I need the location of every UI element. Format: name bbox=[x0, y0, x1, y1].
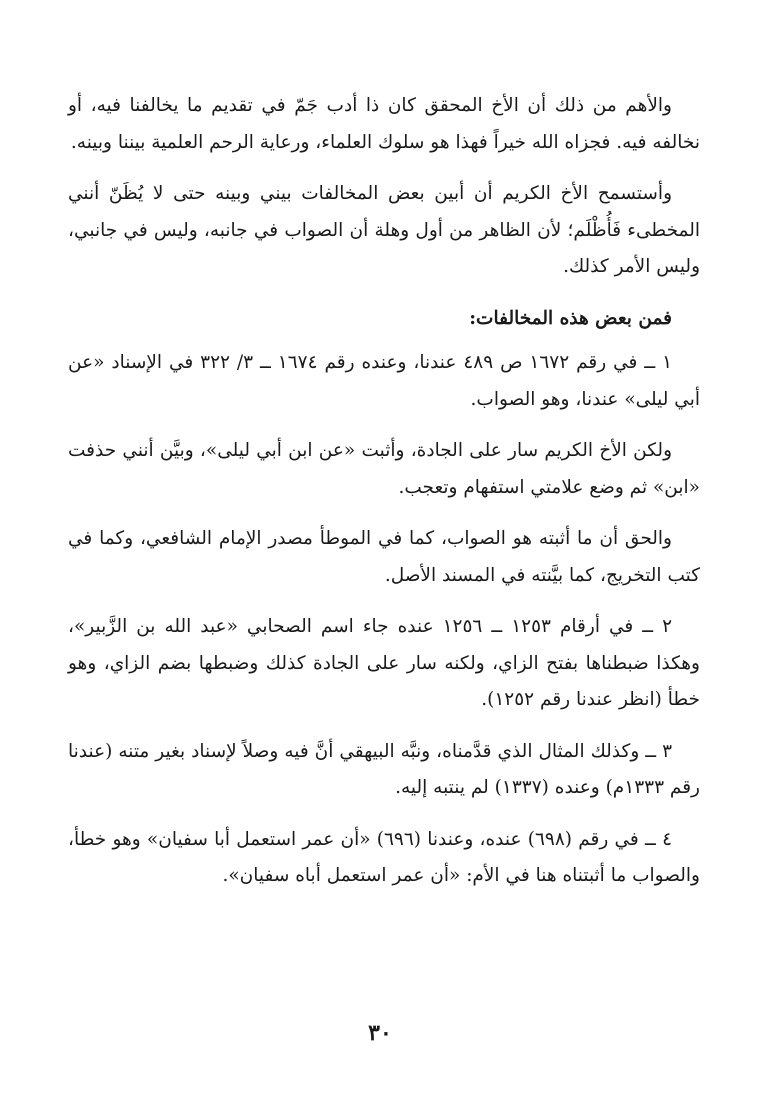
paragraph-request: وأستسمح الأخ الكريم أن أبين بعض المخالفات بيني وبينه حتى لا يُظَنّ أنني المخطىء فَأُظْلَم؛ لأن الظاهر من أول وهلة أن الصواب في جانبه، وليس في جانبي، وليس الأمر كذلك. bbox=[68, 183, 700, 277]
paragraph-item-4: ٤ ــ في رقم (٦٩٨) عنده، وعندنا (٦٩٦) «أن عمر استعمل أبا سفيان» وهو خطأ، والصواب ما أثبتناه هنا في الأم: «أن عمر استعمل أباه سفيان». bbox=[68, 828, 700, 886]
paragraph-item-3: ٣ ــ وكذلك المثال الذي قدَّمناه، ونبَّه البيهقي أنَّ فيه وصلاً لإسناد بغير متنه (عندنا رقم ١٣٣٣م) وعنده (١٣٣٧) لم ينتبه إليه. bbox=[68, 740, 700, 798]
paragraph-intro: والأهم من ذلك أن الأخ المحقق كان ذا أدب جَمّ في تقديم ما يخالفنا فيه، أو نخالفه فيه. فجزاه الله خيراً فهذا هو سلوك العلماء، ورعاية الرحم العلمية بيننا وبينه. bbox=[68, 95, 700, 153]
paragraph-item-2: ٢ ــ في أرقام ١٢٥٣ ــ ١٢٥٦ عنده جاء اسم الصحابي «عبد الله بن الزَّبير»، وهكذا ضبطناها بفتح الزاي، ولكنه سار على الجادة كذلك وضبطها بضم الزاي، وهو خطأ (انظر عندنا رقم ١٢٥٢). bbox=[68, 616, 700, 710]
paragraph-heading: فمن بعض هذه المخالفات: bbox=[469, 307, 672, 329]
paragraph-item-1: ١ ــ في رقم ١٦٧٢ ص ٤٨٩ عندنا، وعنده رقم ١٦٧٤ ــ ٣/ ٣٢٢ في الإسناد «عن أبي ليلى» عندنا، وهو الصواب. bbox=[68, 352, 700, 410]
page-number: ٣٠ bbox=[368, 1020, 392, 1046]
paragraph-item-1-truth: والحق أن ما أثبته هو الصواب، كما في الموطأ مصدر الإمام الشافعي، وكما في كتب التخريج، كما بيَّنته في المسند الأصل. bbox=[68, 528, 700, 586]
paragraph-item-1-note: ولكن الأخ الكريم سار على الجادة، وأثبت «عن ابن أبي ليلى»، وبيَّن أنني حذفت «ابن» ثم وضع علامتي استفهام وتعجب. bbox=[68, 440, 700, 498]
document-body bbox=[68, 88, 700, 910]
